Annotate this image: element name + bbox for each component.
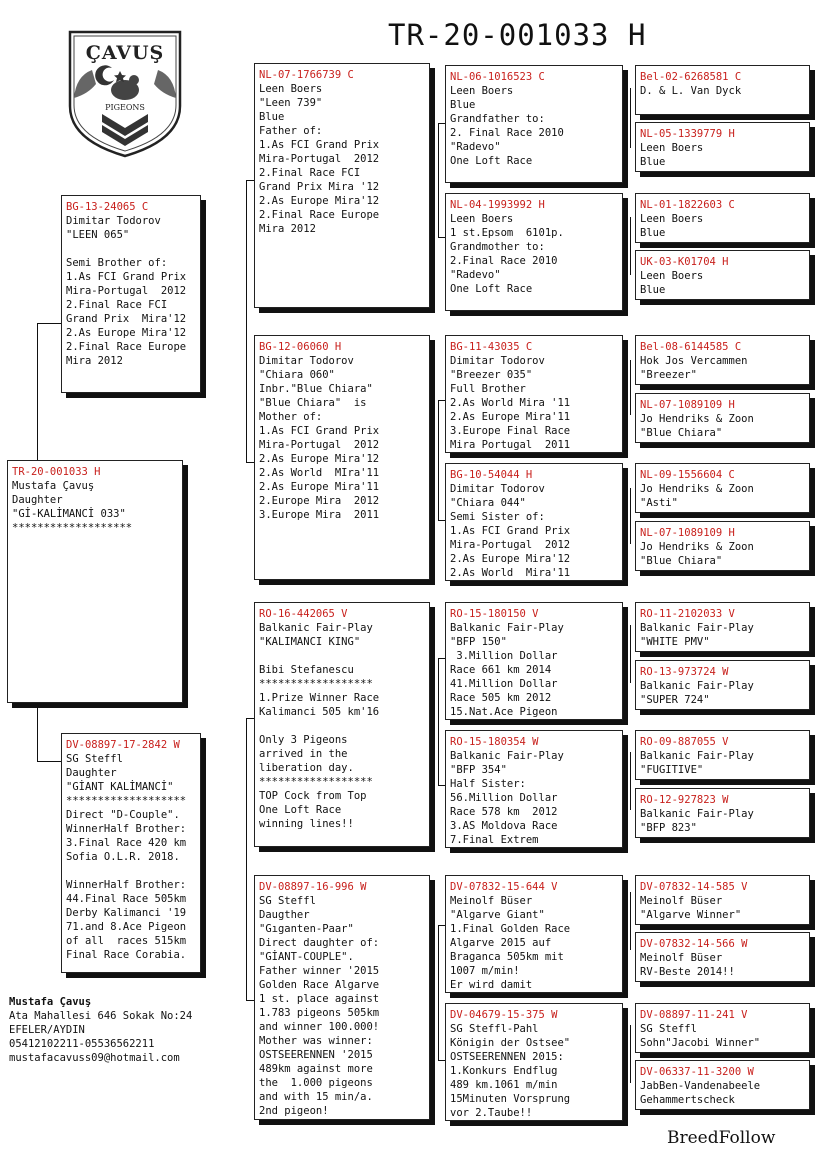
- pedigree-line: Königin der Ostsee": [450, 1037, 571, 1049]
- pedigree-line: "Radevo": [450, 141, 501, 153]
- pedigree-line: OSTSEERENNEN 2015:: [450, 1051, 564, 1063]
- pedigree-line: Daugther: [259, 909, 310, 921]
- pedigree-line: WinnerHalf Brother:: [66, 823, 187, 835]
- pedigree-line: Blue: [640, 156, 666, 168]
- pedigree-line: Race 578 km 2012: [450, 806, 558, 818]
- pedigree-line: 489 km.1061 m/min: [450, 1079, 558, 1091]
- ring-number: NL-01-1822603 C: [640, 199, 735, 211]
- sire-card[interactable]: [61, 195, 201, 393]
- pedigree-line: 3.Million Dollar: [450, 650, 558, 662]
- ring-number: DV-08897-11-241 V: [640, 1009, 748, 1021]
- gg-grandparent-card[interactable]: [635, 932, 810, 982]
- great-grandparent-card[interactable]: [445, 335, 623, 453]
- gg-grandparent-card[interactable]: [635, 788, 810, 838]
- pedigree-line: and winner 100.000!: [259, 1021, 380, 1033]
- sire-sire-card[interactable]: [254, 63, 430, 308]
- pedigree-line: 2.Final Race FCI: [66, 299, 168, 311]
- owner-city: EFELER/AYDIN: [9, 1024, 85, 1036]
- pedigree-line: "Gİ-KALİMANCİ 033": [12, 508, 126, 520]
- pedigree-line: "Blue Chiara": [640, 427, 723, 439]
- pedigree-line: RV-Beste 2014!!: [640, 966, 735, 978]
- great-grandparent-card[interactable]: [445, 463, 623, 581]
- pedigree-line: 2.As Europe Mira'12: [259, 195, 380, 207]
- pedigree-line: "Breezer 035": [450, 369, 533, 381]
- pedigree-line: 15Minuten Vorsprung: [450, 1093, 571, 1105]
- pedigree-line: 489km against more: [259, 1063, 373, 1075]
- logo-text-bottom: PIGEONS: [105, 103, 145, 112]
- ring-number: DV-08897-17-2842 W: [66, 739, 180, 751]
- gg-grandparent-card[interactable]: [635, 602, 810, 652]
- owner-contact: [9, 995, 192, 1065]
- pedigree-line: "Blue Chiara": [640, 555, 723, 567]
- pedigree-line: 2.As Europe Mira'12: [259, 453, 380, 465]
- pedigree-line: Derby Kalimanci '19: [66, 907, 187, 919]
- pedigree-line: Blue: [640, 284, 666, 296]
- pedigree-line: Inbr."Blue Chiara": [259, 383, 373, 395]
- pedigree-line: 7.Final Extrem: [450, 834, 539, 846]
- pedigree-line: 2.As World Mira'11: [450, 567, 571, 579]
- great-grandparent-card[interactable]: [445, 65, 623, 183]
- pedigree-line: OSTSEERENNEN '2015: [259, 1049, 373, 1061]
- pedigree-line: WinnerHalf Brother:: [66, 879, 187, 891]
- pedigree-line: 56.Million Dollar: [450, 792, 558, 804]
- pedigree-line: "LEEN 065": [66, 229, 130, 241]
- pedigree-line: Blue: [640, 227, 666, 239]
- pedigree-line: and with 15 min/a.: [259, 1091, 373, 1103]
- pedigree-line: Hok Jos Vercammen: [640, 355, 748, 367]
- pedigree-line: Dimitar Todorov: [450, 483, 545, 495]
- pedigree-line: 1.As FCI Grand Prix: [259, 425, 380, 437]
- pedigree-title: TR-20-001033 H: [388, 18, 647, 52]
- pedigree-line: Jo Hendriks & Zoon: [640, 541, 754, 553]
- connector-line: [438, 400, 445, 401]
- pedigree-line: Balkanic Fair-Play: [450, 750, 564, 762]
- pedigree-line: Semi Sister of:: [450, 511, 545, 523]
- pedigree-line: Jo Hendriks & Zoon: [640, 413, 754, 425]
- pedigree-line: Leen Boers: [259, 83, 323, 95]
- pedigree-line: Grandfather to:: [450, 113, 545, 125]
- pedigree-line: Race 505 km 2012: [450, 692, 552, 704]
- ring-number: DV-06337-11-3200 W: [640, 1066, 754, 1078]
- pedigree-line: "Blue Chiara" is: [259, 397, 367, 409]
- ring-number: BG-12-06060 H: [259, 341, 342, 353]
- great-grandparent-card[interactable]: [445, 193, 623, 311]
- pedigree-line: Full Brother: [450, 383, 526, 395]
- pedigree-line: ******************: [259, 776, 373, 788]
- ring-number: DV-08897-16-996 W: [259, 881, 367, 893]
- pedigree-line: 2.As World MIra'11: [259, 467, 380, 479]
- pedigree-line: Only 3 Pigeons: [259, 734, 348, 746]
- ring-number: DV-07832-14-566 W: [640, 938, 748, 950]
- gg-grandparent-card[interactable]: [635, 521, 810, 571]
- connector-line: [438, 123, 445, 124]
- ring-number: NL-07-1766739 C: [259, 69, 354, 81]
- connector-line: [630, 1025, 631, 1083]
- pedigree-line: winning lines!!: [259, 818, 354, 830]
- pedigree-line: 3.Europe Mira 2011: [259, 509, 380, 521]
- pedigree-line: "Asti": [640, 497, 678, 509]
- connector-line: [246, 1000, 254, 1001]
- ring-number: Bel-02-6268581 C: [640, 71, 742, 83]
- pedigree-line: 1.As FCI Grand Prix: [450, 525, 571, 537]
- connector-line: [37, 323, 61, 324]
- pedigree-line: TOP Cock from Top: [259, 790, 367, 802]
- pedigree-line: "BFP 823": [640, 822, 697, 834]
- pedigree-line: Blue: [450, 99, 476, 111]
- pedigree-line: One Loft Race: [259, 804, 342, 816]
- connector-line: [438, 658, 445, 659]
- pedigree-line: Er wird damit: [450, 979, 533, 991]
- pedigree-line: Leen Boers: [640, 270, 704, 282]
- pedigree-line: Meinolf Büser: [640, 895, 723, 907]
- pedigree-line: Dimitar Todorov: [259, 355, 354, 367]
- pedigree-line: Daughter: [12, 494, 63, 506]
- ring-number: DV-07832-15-644 V: [450, 881, 558, 893]
- connector-line: [438, 658, 439, 785]
- pedigree-line: Sofia O.L.R. 2018.: [66, 851, 180, 863]
- great-grandparent-card[interactable]: [445, 730, 623, 848]
- pedigree-line: JabBen-Vandenabeele: [640, 1080, 761, 1092]
- owner-address: Ata Mahallesi 646 Sokak No:24: [9, 1010, 193, 1022]
- pedigree-line: One Loft Race: [450, 155, 533, 167]
- gg-grandparent-card[interactable]: [635, 1060, 810, 1110]
- pedigree-line: "Leen 739": [259, 97, 323, 109]
- gg-grandparent-card[interactable]: [635, 250, 810, 300]
- breedfollow-brand: BreedFollow: [667, 1128, 776, 1148]
- connector-line: [630, 488, 631, 544]
- pedigree-line: SG Steffl: [259, 895, 316, 907]
- pedigree-line: of all races 515km: [66, 935, 187, 947]
- gg-grandparent-card[interactable]: [635, 463, 810, 513]
- pedigree-line: Daughter: [66, 767, 117, 779]
- great-grandparent-card[interactable]: [445, 602, 623, 720]
- dam-dam-card[interactable]: [254, 875, 430, 1120]
- gg-grandparent-card[interactable]: [635, 122, 810, 172]
- pedigree-line: Mira-Portugal 2012: [259, 153, 380, 165]
- ring-number: DV-04679-15-375 W: [450, 1009, 558, 1021]
- pedigree-line: 3.Final Race 420 km: [66, 837, 187, 849]
- pedigree-line: *******************: [12, 522, 133, 534]
- ring-number: RO-13-973724 W: [640, 666, 729, 678]
- sire-dam-card[interactable]: [254, 335, 430, 580]
- ring-number: RO-15-180150 V: [450, 608, 539, 620]
- pedigree-line: 1.As FCI Grand Prix: [66, 271, 187, 283]
- pedigree-line: 2.Europe Mira 2012: [259, 495, 380, 507]
- connector-line: [246, 718, 254, 719]
- logo-text-top: ÇAVUŞ: [85, 42, 165, 64]
- cavus-pigeons-logo: [62, 28, 188, 160]
- connector-line: [438, 123, 439, 237]
- pedigree-line: 1.Final Golden Race: [450, 923, 571, 935]
- pedigree-line: SG Steffl: [66, 753, 123, 765]
- pedigree-line: Bibi Stefanescu: [259, 664, 354, 676]
- gg-grandparent-card[interactable]: [635, 193, 810, 243]
- ring-number: NL-06-1016523 C: [450, 71, 545, 83]
- pedigree-line: [66, 864, 196, 878]
- pedigree-line: "WHITE PMV": [640, 636, 710, 648]
- pedigree-line: ******************: [259, 678, 373, 690]
- connector-line: [630, 752, 631, 810]
- connector-line: [630, 892, 631, 950]
- connector-line: [438, 925, 439, 1060]
- pedigree-line: One Loft Race: [450, 283, 533, 295]
- gg-grandparent-card[interactable]: [635, 660, 810, 710]
- ring-number: DV-07832-14-585 V: [640, 881, 748, 893]
- ring-number: NL-09-1556604 C: [640, 469, 735, 481]
- pedigree-line: "FUGITIVE": [640, 764, 704, 776]
- pedigree-line: vor 2.Taube!!: [450, 1107, 533, 1119]
- pedigree-line: arrived in the: [259, 748, 348, 760]
- pedigree-line: 2.As Europe Mira'11: [259, 481, 380, 493]
- pedigree-line: 71.and 8.Ace Pigeon: [66, 921, 187, 933]
- gg-grandparent-card[interactable]: [635, 65, 810, 115]
- pedigree-line: Dimitar Todorov: [66, 215, 161, 227]
- ring-number: BG-11-43035 C: [450, 341, 533, 353]
- pedigree-line: 1007 m/min!: [450, 965, 520, 977]
- ring-number: RO-15-180354 W: [450, 736, 539, 748]
- pedigree-line: liberation day.: [259, 762, 354, 774]
- pedigree-line: D. & L. Van Dyck: [640, 85, 742, 97]
- ring-number: NL-05-1339779 H: [640, 128, 735, 140]
- great-grandparent-card[interactable]: [445, 875, 623, 993]
- pedigree-line: Meinolf Büser: [450, 895, 533, 907]
- pedigree-line: Direct "D-Couple".: [66, 809, 180, 821]
- gg-grandparent-card[interactable]: [635, 875, 810, 925]
- pedigree-line: Balkanic Fair-Play: [640, 808, 754, 820]
- connector-line: [630, 360, 631, 415]
- pedigree-line: Leen Boers: [450, 85, 514, 97]
- pedigree-line: 1.783 pigeons 505km: [259, 1007, 380, 1019]
- pedigree-line: Balkanic Fair-Play: [640, 680, 754, 692]
- pedigree-line: Mira 2012: [66, 355, 123, 367]
- pedigree-line: "GİANT KALİMANCİ": [66, 781, 174, 793]
- owner-email[interactable]: mustafacavuss09@hotmail.com: [9, 1052, 180, 1064]
- pedigree-line: the 1.000 pigeons: [259, 1077, 373, 1089]
- pedigree-line: 2.Final Race Europe: [66, 341, 187, 353]
- connector-line: [37, 703, 38, 761]
- pedigree-line: "KALIMANCI KING": [259, 636, 361, 648]
- ring-number: UK-03-K01704 H: [640, 256, 729, 268]
- connector-line: [438, 237, 445, 238]
- pedigree-line: Half Sister:: [450, 778, 526, 790]
- pedigree-line: Golden Race Algarve: [259, 979, 380, 991]
- pedigree-line: 2.As Europe Mira'12: [450, 553, 571, 565]
- pedigree-line: Final Race Corabia.: [66, 949, 187, 961]
- gg-grandparent-card[interactable]: [635, 1003, 810, 1053]
- pedigree-line: "Breezer": [640, 369, 697, 381]
- pedigree-line: Sohn"Jacobi Winner": [640, 1037, 761, 1049]
- pedigree-line: 2.Final Race FCI: [259, 167, 361, 179]
- pedigree-line: "Radevo": [450, 269, 501, 281]
- connector-line: [438, 400, 439, 520]
- ring-number: Bel-08-6144585 C: [640, 341, 742, 353]
- pedigree-line: SG Steffl: [640, 1023, 697, 1035]
- pedigree-line: Mustafa Çavuş: [12, 480, 95, 492]
- pedigree-line: Braganca 505km mit: [450, 951, 564, 963]
- pedigree-line: Dimitar Todorov: [450, 355, 545, 367]
- connector-line: [37, 323, 38, 460]
- connector-line: [438, 785, 445, 786]
- pedigree-line: Mira-Portugal 2012: [450, 539, 571, 551]
- pedigree-line: Leen Boers: [640, 142, 704, 154]
- pedigree-line: 2.As Europe Mira'12: [66, 327, 187, 339]
- ring-number: BG-13-24065 C: [66, 201, 149, 213]
- great-grandparent-card[interactable]: [445, 1003, 623, 1121]
- pedigree-line: Balkanic Fair-Play: [450, 622, 564, 634]
- pedigree-line: "Gıganten-Paar": [259, 923, 354, 935]
- connector-line: [246, 718, 247, 1000]
- pedigree-line: Balkanic Fair-Play: [640, 750, 754, 762]
- pedigree-line: Grandmother to:: [450, 241, 545, 253]
- pedigree-line: 1.As FCI Grand Prix: [259, 139, 380, 151]
- pedigree-line: [259, 649, 425, 663]
- pedigree-line: 1 st.Epsom 6101p.: [450, 227, 564, 239]
- pedigree-line: 2. Final Race 2010: [450, 127, 564, 139]
- pedigree-line: "Algarve Winner": [640, 909, 742, 921]
- pedigree-line: 2.Final Race Europe: [259, 209, 380, 221]
- gg-grandparent-card[interactable]: [635, 730, 810, 780]
- connector-line: [630, 625, 631, 683]
- pedigree-line: 15.Nat.Ace Pigeon: [450, 706, 558, 718]
- ring-number: RO-09-887055 V: [640, 736, 729, 748]
- pedigree-line: Mother of:: [259, 411, 323, 423]
- pedigree-line: Father of:: [259, 125, 323, 137]
- ring-number: NL-04-1993992 H: [450, 199, 545, 211]
- connector-line: [246, 462, 254, 463]
- pedigree-line: 3.Europe Final Race: [450, 425, 571, 437]
- dam-card[interactable]: [61, 733, 201, 973]
- pedigree-line: 1.Prize Winner Race: [259, 692, 380, 704]
- pedigree-line: 2.As World Mira '11: [450, 397, 571, 409]
- owner-phones: 05412102211-05536562211: [9, 1038, 155, 1050]
- connector-line: [438, 1060, 445, 1061]
- pedigree-line: Algarve 2015 auf: [450, 937, 552, 949]
- pedigree-line: Leen Boers: [450, 213, 514, 225]
- pedigree-line: 3.AS Moldova Race: [450, 820, 558, 832]
- pedigree-line: "Chiara 060": [259, 369, 335, 381]
- connector-line: [246, 180, 254, 181]
- pedigree-line: [66, 242, 196, 256]
- ring-number: RO-12-927823 W: [640, 794, 729, 806]
- pedigree-line: 2.As Europe Mira'11: [450, 411, 571, 423]
- pedigree-line: Mother was winner:: [259, 1035, 373, 1047]
- pedigree-line: Semi Brother of:: [66, 257, 168, 269]
- pedigree-line: Blue: [259, 111, 285, 123]
- ring-number: NL-07-1089109 H: [640, 399, 735, 411]
- pedigree-line: "BFP 150": [450, 636, 507, 648]
- pedigree-line: Meinolf Büser: [640, 952, 723, 964]
- pedigree-line: Balkanic Fair-Play: [259, 622, 373, 634]
- pedigree-line: 2.Final Race 2010: [450, 255, 558, 267]
- pedigree-line: [259, 719, 425, 733]
- subject-card[interactable]: [7, 460, 183, 703]
- pedigree-line: "Chiara 044": [450, 497, 526, 509]
- pedigree-line: "GİANT-COUPLE".: [259, 951, 354, 963]
- gg-grandparent-card[interactable]: [635, 335, 810, 385]
- connector-line: [438, 925, 445, 926]
- pedigree-line: Race 661 km 2014: [450, 664, 552, 676]
- pedigree-line: 1.Konkurs Endflug: [450, 1065, 558, 1077]
- ring-number: RO-11-2102033 V: [640, 608, 735, 620]
- pedigree-line: Grand Prix Mira'12: [66, 313, 187, 325]
- pedigree-line: SG Steffl-Pahl: [450, 1023, 539, 1035]
- connector-line: [438, 520, 445, 521]
- connector-line: [246, 180, 247, 462]
- pedigree-line: 44.Final Race 505km: [66, 893, 187, 905]
- pedigree-line: Balkanic Fair-Play: [640, 622, 754, 634]
- pedigree-line: Mira-Portugal 2012: [66, 285, 187, 297]
- owner-name: Mustafa Çavuş: [9, 996, 92, 1008]
- pedigree-line: Leen Boers: [640, 213, 704, 225]
- pedigree-line: Father winner '2015: [259, 965, 380, 977]
- pedigree-line: "BFP 354": [450, 764, 507, 776]
- pedigree-line: Kalimanci 505 km'16: [259, 706, 380, 718]
- pedigree-line: *******************: [66, 795, 187, 807]
- pedigree-line: Direct daughter of:: [259, 937, 380, 949]
- pedigree-line: Grand Prix Mira '12: [259, 181, 380, 193]
- pedigree-line: 41.Million Dollar: [450, 678, 558, 690]
- pedigree-line: Mira 2012: [259, 223, 316, 235]
- pedigree-line: 2nd pigeon!: [259, 1105, 329, 1117]
- pedigree-line: 1 st. place against: [259, 993, 380, 1005]
- pedigree-line: "Algarve Giant": [450, 909, 545, 921]
- ring-number: TR-20-001033 H: [12, 466, 101, 478]
- ring-number: BG-10-54044 H: [450, 469, 533, 481]
- ring-number: NL-07-1089109 H: [640, 527, 735, 539]
- dam-sire-card[interactable]: [254, 602, 430, 847]
- connector-line: [630, 217, 631, 275]
- connector-line: [630, 88, 631, 148]
- pedigree-line: Mira Portugal 2011: [450, 439, 571, 451]
- pedigree-line: Gehammertscheck: [640, 1094, 735, 1106]
- pedigree-line: "SUPER 724": [640, 694, 710, 706]
- gg-grandparent-card[interactable]: [635, 393, 810, 443]
- pedigree-line: Mira-Portugal 2012: [259, 439, 380, 451]
- connector-line: [37, 761, 61, 762]
- ring-number: RO-16-442065 V: [259, 608, 348, 620]
- pedigree-line: Jo Hendriks & Zoon: [640, 483, 754, 495]
